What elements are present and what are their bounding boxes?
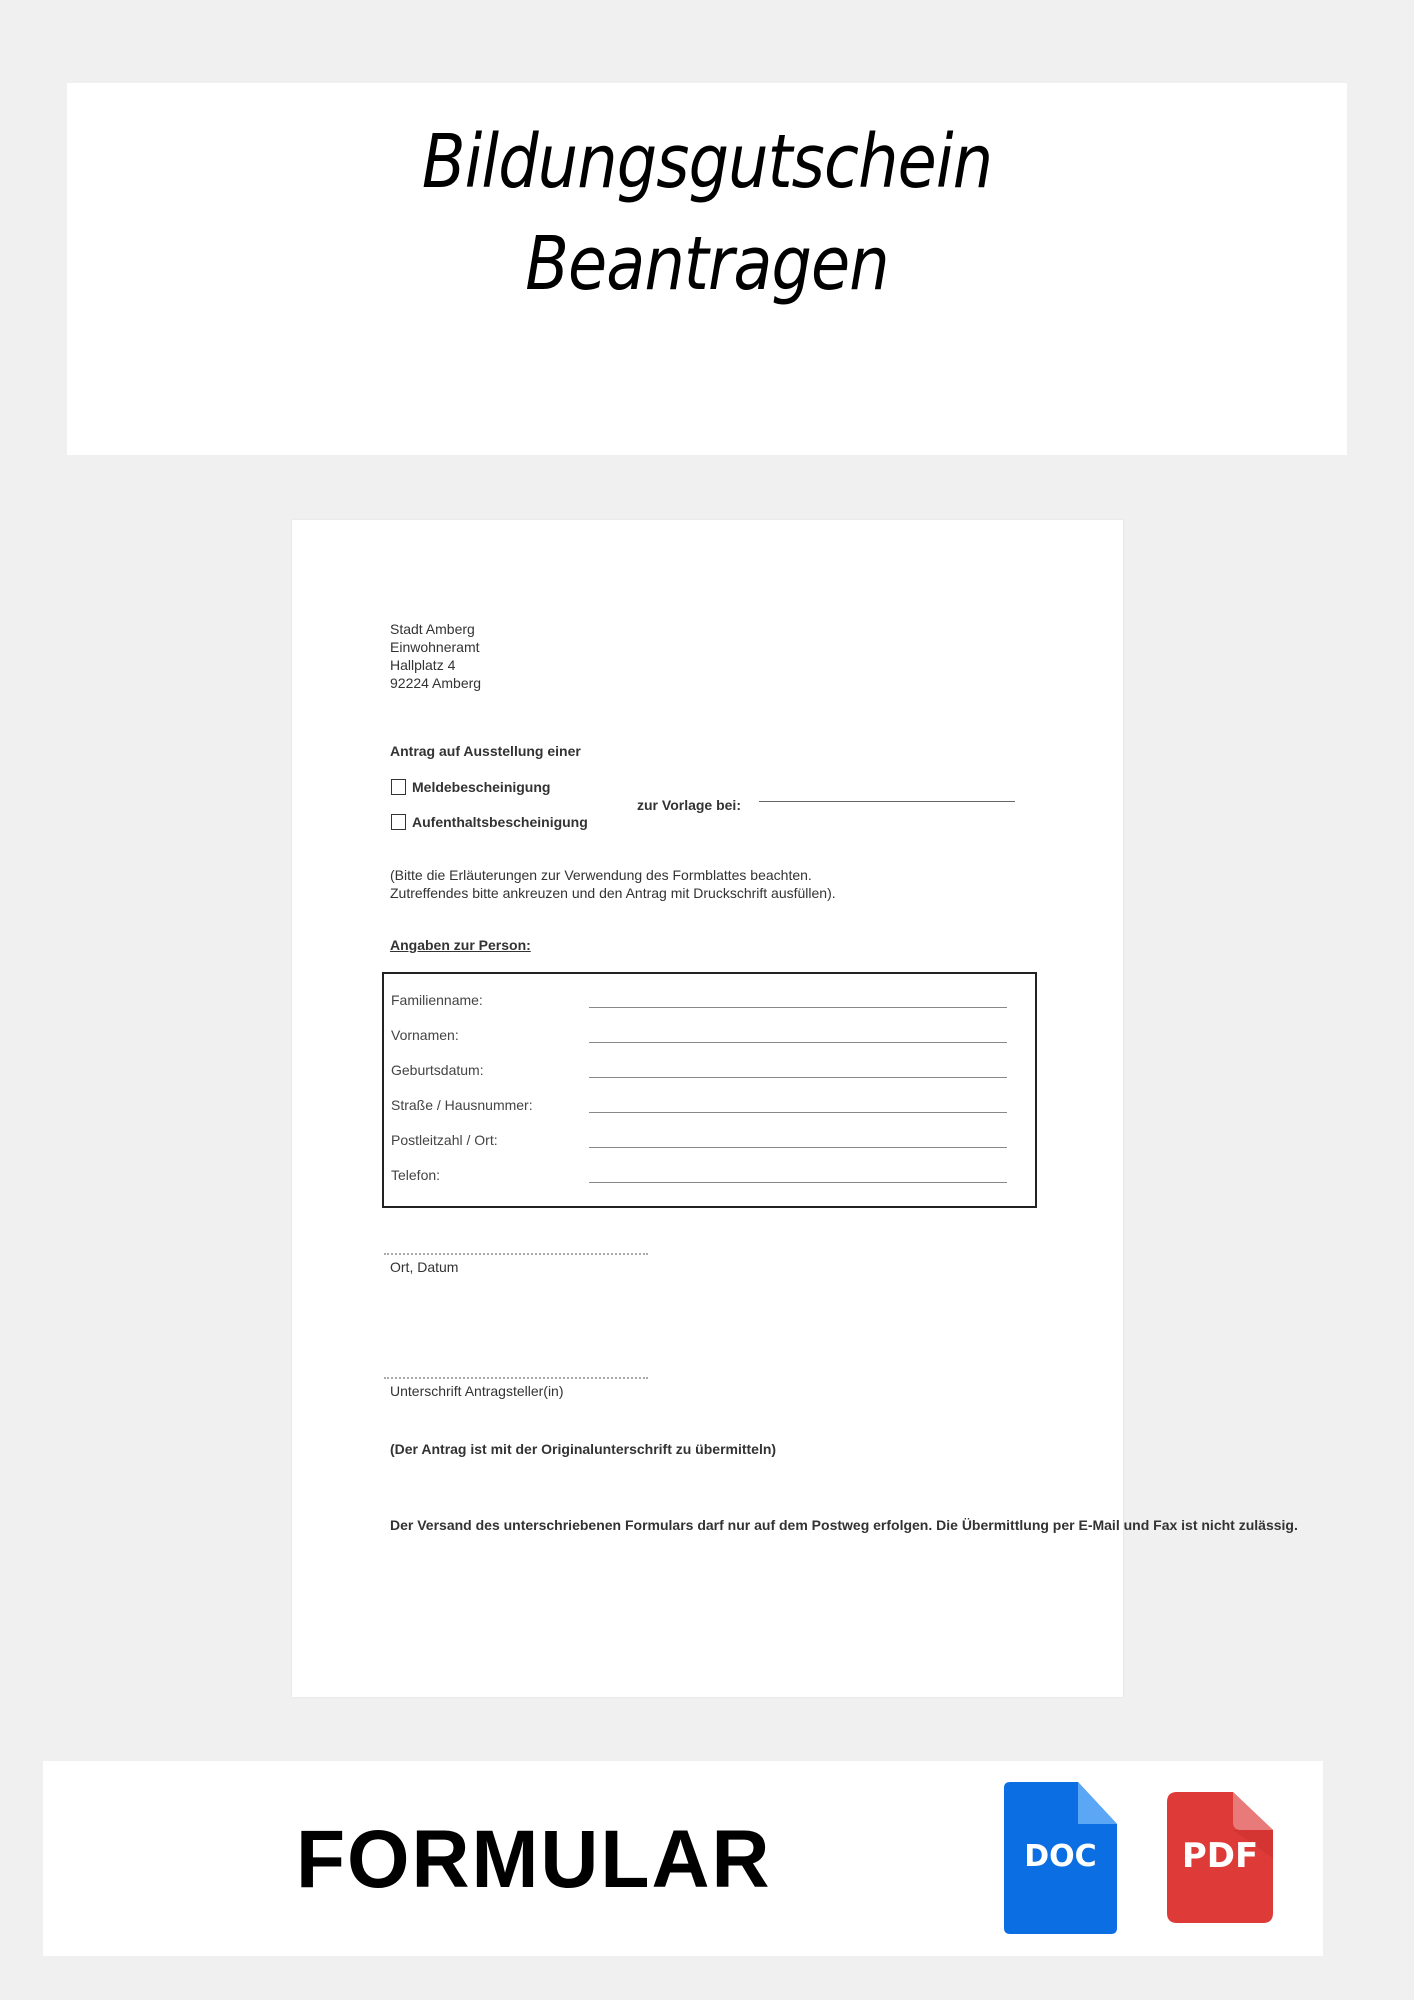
form-preview-page <box>292 520 1298 1697</box>
formular-label: FORMULAR <box>296 1814 772 1905</box>
field-label: Familienname: <box>391 992 483 1008</box>
signature-label: Unterschrift Antragsteller(in) <box>390 1383 564 1399</box>
geburtsdatum-field[interactable] <box>589 1077 1007 1078</box>
strasse-field[interactable] <box>589 1112 1007 1113</box>
person-fields-box <box>382 972 1037 1208</box>
pdf-label: PDF <box>1181 1836 1259 1876</box>
checkbox-meldebescheinigung[interactable] <box>391 779 406 795</box>
address-line: Hallplatz 4 <box>390 657 456 673</box>
request-heading: Antrag auf Ausstellung einer <box>390 743 581 759</box>
instructions-line: Zutreffendes bitte ankreuzen und den Antrag mit Druckschrift ausfüllen). <box>390 885 836 901</box>
place-date-label: Ort, Datum <box>390 1259 459 1275</box>
submit-to-label: zur Vorlage bei: <box>637 797 741 813</box>
field-label: Vornamen: <box>391 1027 459 1043</box>
field-label: Telefon: <box>391 1167 441 1183</box>
place-date-field[interactable] <box>384 1253 648 1255</box>
authority-address <box>390 620 481 692</box>
address-line: 92224 Amberg <box>390 675 482 691</box>
telefon-field[interactable] <box>589 1182 1007 1183</box>
footer-card <box>43 1761 1323 1956</box>
pdf-icon[interactable] <box>1167 1792 1273 1923</box>
checkbox-aufenthaltsbescheinigung[interactable] <box>391 814 406 830</box>
address-line: Einwohneramt <box>390 639 480 655</box>
page-title-line2: Beantragen <box>525 221 889 307</box>
person-heading: Angaben zur Person: <box>390 937 531 953</box>
doc-icon[interactable] <box>1004 1782 1117 1934</box>
plz-ort-field[interactable] <box>589 1147 1007 1148</box>
instructions-line: (Bitte die Erläuterungen zur Verwendung des Formblattes beachten. <box>390 867 812 883</box>
field-label: Geburtsdatum: <box>391 1062 484 1078</box>
postal-note: Der Versand des unterschriebenen Formulars darf nur auf dem Postweg erfolgen. Die Übermittlung per E-Mail und Fax ist nicht zulässig. <box>390 1517 1298 1533</box>
original-signature-note: (Der Antrag ist mit der Originalunterschrift zu übermitteln) <box>390 1441 777 1457</box>
vornamen-field[interactable] <box>589 1042 1007 1043</box>
doc-label: DOC <box>1024 1839 1097 1874</box>
title-card <box>67 83 1347 455</box>
submit-to-field[interactable] <box>759 801 1015 802</box>
familienname-field[interactable] <box>589 1007 1007 1008</box>
signature-field[interactable] <box>384 1377 648 1379</box>
option-label: Aufenthaltsbescheinigung <box>412 814 588 830</box>
option-label: Meldebescheinigung <box>412 779 551 795</box>
field-label: Postleitzahl / Ort: <box>391 1132 498 1148</box>
page-title-line1: Bildungsgutschein <box>421 119 993 205</box>
address-line: Stadt Amberg <box>390 621 475 637</box>
field-label: Straße / Hausnummer: <box>391 1097 533 1113</box>
